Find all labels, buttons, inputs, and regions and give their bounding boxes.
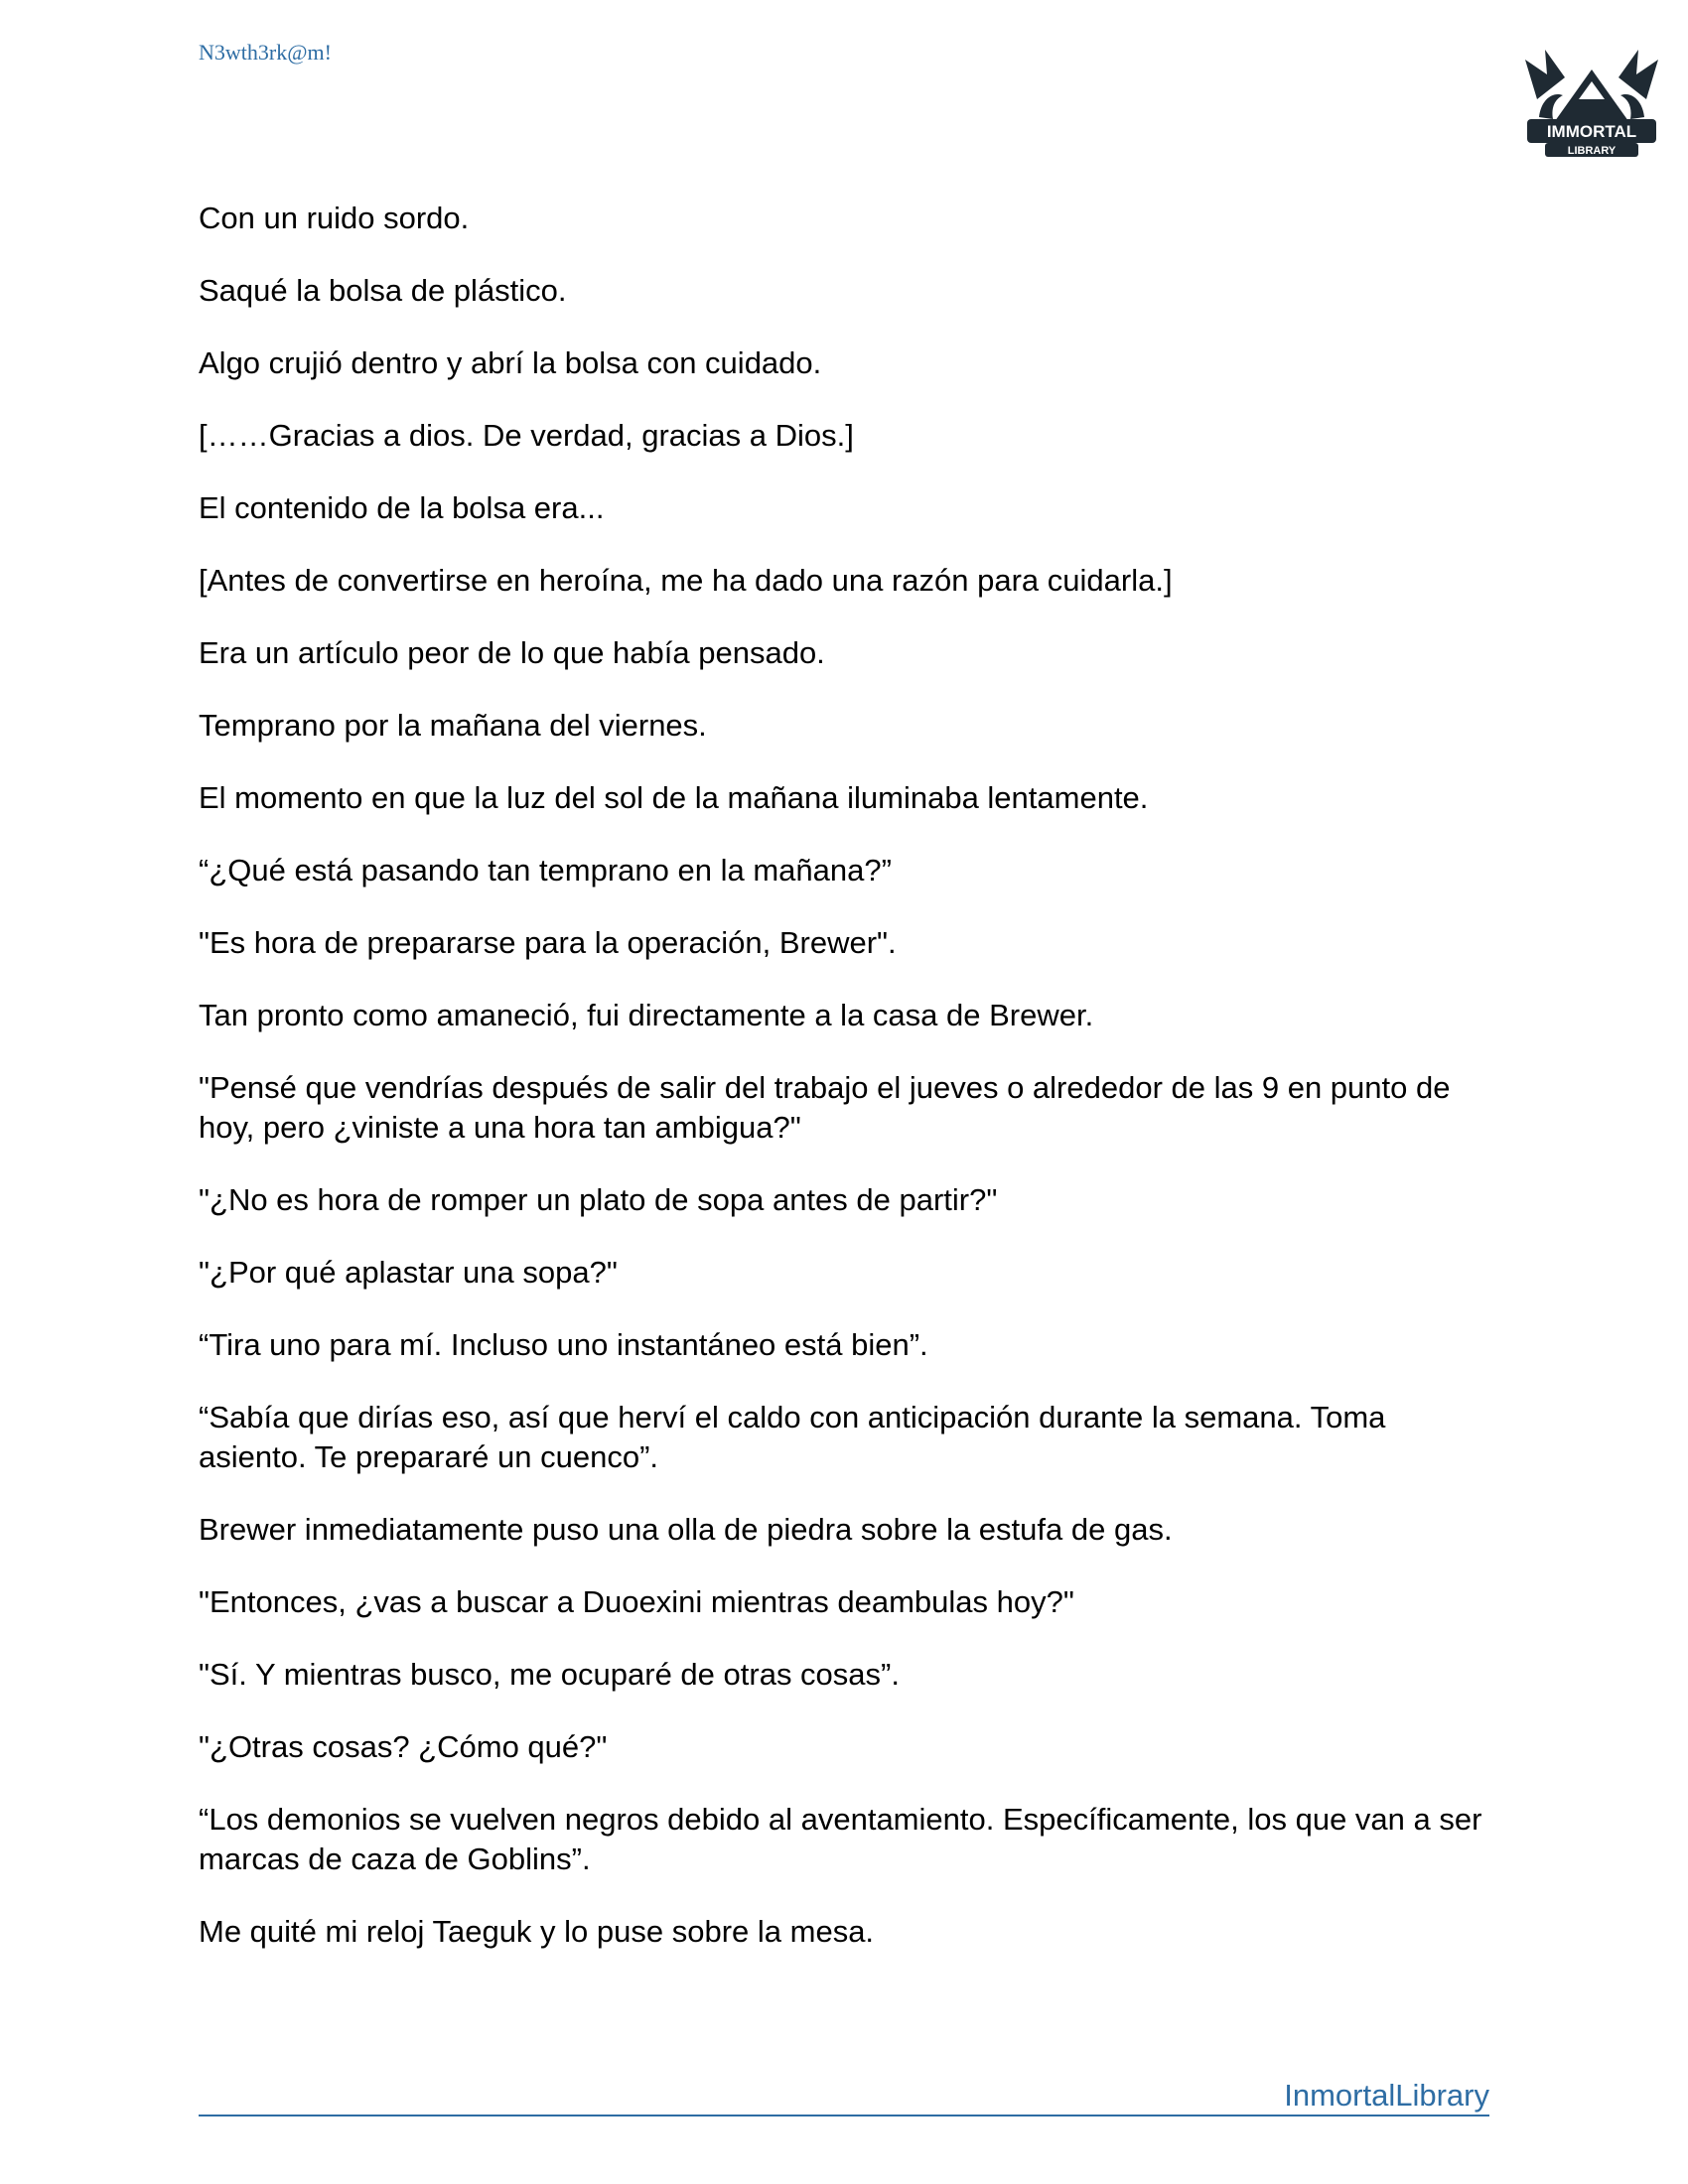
footer-divider <box>199 2115 1489 2116</box>
right-wing-icon <box>1618 50 1658 99</box>
paragraph: "Pensé que vendrías después de salir del trabajo el jueves o alrededor de las 9 en punto de hoy, pero ¿viniste a una hora tan ambigua?" <box>199 1070 1451 1145</box>
logo-line1: IMMORTAL <box>1546 122 1637 141</box>
paragraph: Brewer inmediatamente puso una olla de piedra sobre la estufa de gas. <box>199 1512 1173 1547</box>
paragraph: "¿Por qué aplastar una sopa?" <box>199 1255 618 1290</box>
paragraph: "Es hora de prepararse para la operación, Brewer". <box>199 925 897 960</box>
paragraph: "Entonces, ¿vas a buscar a Duoexini mientras deambulas hoy?" <box>199 1584 1074 1619</box>
paragraph: [……Gracias a dios. De verdad, gracias a Dios.] <box>199 418 854 453</box>
paragraph: El contenido de la bolsa era... <box>199 490 605 525</box>
paragraph: Me quité mi reloj Taeguk y lo puse sobre la mesa. <box>199 1914 875 1949</box>
paragraph: El momento en que la luz del sol de la mañana iluminaba lentamente. <box>199 780 1149 815</box>
paragraph: “Tira uno para mí. Incluso uno instantáneo está bien”. <box>199 1327 928 1362</box>
logo-line2: LIBRARY <box>1567 145 1617 157</box>
paragraph: “Sabía que dirías eso, así que herví el caldo con anticipación durante la semana. Toma asiento. Te prepararé un cuenco”. <box>199 1400 1386 1474</box>
paragraph: "¿Otras cosas? ¿Cómo qué?" <box>199 1729 608 1764</box>
paragraph: Tan pronto como amaneció, fui directamente a la casa de Brewer. <box>199 998 1094 1032</box>
paragraph: “¿Qué está pasando tan temprano en la mañana?” <box>199 853 892 887</box>
left-wing-icon <box>1525 50 1565 99</box>
paragraph: Con un ruido sordo. <box>199 201 470 235</box>
paragraph: Algo crujió dentro y abrí la bolsa con cuidado. <box>199 345 822 380</box>
document-body <box>199 199 1489 1984</box>
paragraph: “Los demonios se vuelven negros debido al aventamiento. Específicamente, los que van a ser marcas de caza de Goblins”. <box>199 1802 1482 1876</box>
paragraph: Saqué la bolsa de plástico. <box>199 273 567 308</box>
footer-link[interactable]: InmortalLibrary <box>1284 2078 1489 2113</box>
paragraph: [Antes de convertirse en heroína, me ha dado una razón para cuidarla.] <box>199 563 1173 598</box>
paragraph: "Sí. Y mientras busco, me ocuparé de otras cosas”. <box>199 1657 900 1692</box>
paragraph: Temprano por la mañana del viernes. <box>199 708 707 743</box>
paragraph: Era un artículo peor de lo que había pensado. <box>199 635 825 670</box>
header-tag: N3wth3rk@m! <box>199 40 332 65</box>
immortal-library-logo <box>1517 30 1666 169</box>
paragraph: "¿No es hora de romper un plato de sopa antes de partir?" <box>199 1182 998 1217</box>
